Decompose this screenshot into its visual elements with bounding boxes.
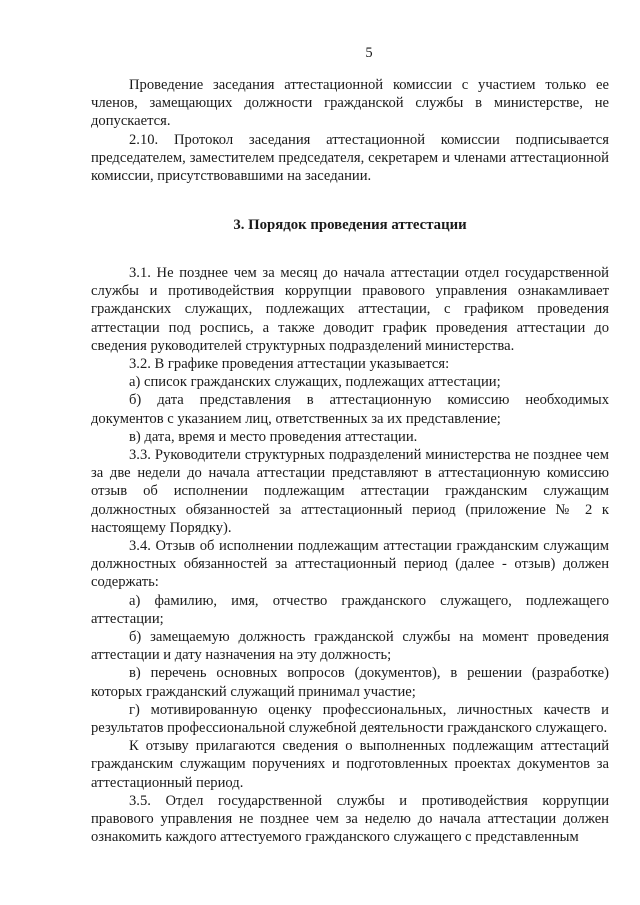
paragraph-meeting-attendance: Проведение заседания аттестационной комиссии с участием только ее членов, замещающих должности гражданской службы в министерстве, не допускается. [91, 77, 609, 130]
intro-text [91, 76, 609, 185]
paragraph-3-4-b: б) замещаемую должность гражданской службы на момент проведения аттестации и дату назначения на эту должность; [91, 629, 609, 664]
paragraph-3-3: 3.3. Руководители структурных подразделений министерства не позднее чем за две недели до начала аттестации представляют в аттестационную комиссию отзыв об исполнении подлежащим аттестации гражданским служащим должностных обязанностей за аттестационный период (приложение № 2 к настоящему Порядку). [91, 447, 609, 536]
paragraph-2-10-protocol: 2.10. Протокол заседания аттестационной комиссии подписывается председателем, заместителем председателя, секретарем и членами аттестационной комиссии, присутствовавшими на заседании. [91, 131, 609, 185]
paragraph-3-2-c: в) дата, время и место проведения аттестации. [129, 428, 418, 445]
paragraph-3-2: 3.2. В графике проведения аттестации указывается: [129, 356, 450, 373]
paragraph-3-4-c: в) перечень основных вопросов (документов), в решении (разработке) которых гражданский служащий принимал участие; [91, 665, 609, 700]
section-3-text [91, 264, 609, 847]
section-heading: 3. Порядок проведения аттестации [233, 217, 467, 233]
paragraph-3-1: 3.1. Не позднее чем за месяц до начала аттестации отдел государственной службы и противодействия коррупции правового управления ознакамливает гражданских служащих, подлежащих аттестации, с графиком проведения аттестации под роспись, а также доводит график проведения аттестации до сведения руководителей структурных подразделений министерства. [91, 265, 609, 354]
page-number: 5 [365, 45, 373, 61]
paragraph-attachments: К отзыву прилагаются сведения о выполненных подлежащим аттестаций гражданским служащим поручениях и подготовленных проектах документов за аттестационный период. [91, 738, 609, 791]
paragraph-3-2-a: а) список гражданских служащих, подлежащих аттестации; [129, 374, 501, 391]
paragraph-3-2-b: б) дата представления в аттестационную комиссию необходимых документов с указанием лиц, ответственных за их представление; [91, 392, 609, 427]
paragraph-3-4-d: г) мотивированную оценку профессиональных, личностных качеств и результатов профессиональной служебной деятельности гражданского служащего. [91, 701, 609, 737]
paragraph-3-5: 3.5. Отдел государственной службы и противодействия коррупции правового управления не позднее чем за неделю до начала аттестации должен ознакомить каждого аттестуемого гражданского служащего с представленным [91, 792, 609, 846]
paragraph-3-4: 3.4. Отзыв об исполнении подлежащим аттестации гражданским служащим должностных обязанностей за аттестационный период (далее - отзыв) должен содержать: [91, 538, 609, 591]
paragraph-3-4-a: а) фамилию, имя, отчество гражданского служащего, подлежащего аттестации; [91, 592, 609, 627]
